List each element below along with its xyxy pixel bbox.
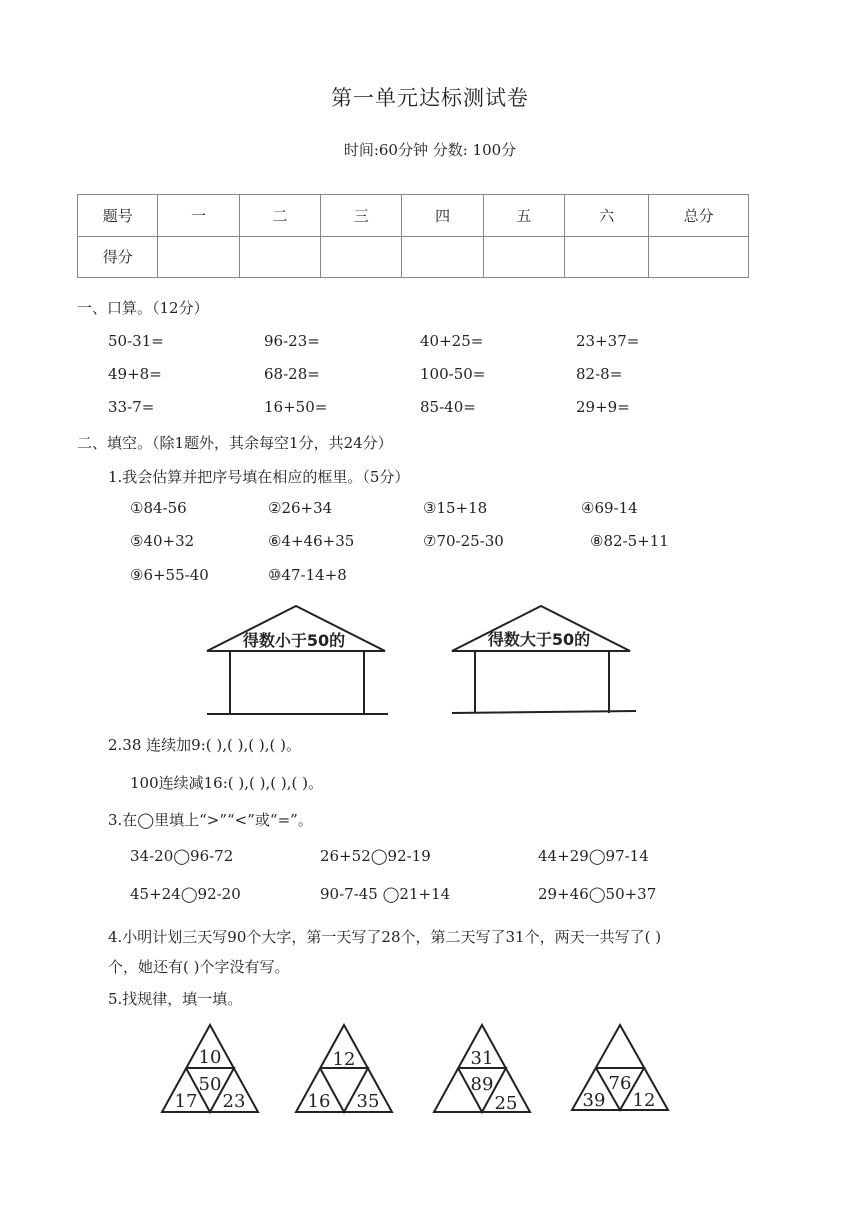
q4-line2[interactable]: 个，她还有( )个字没有写。 [108,958,290,976]
oral-calc-item: 68-28= [264,365,320,383]
q3-prompt: 3.在◯里填上“>”“<”或“=”。 [108,811,313,829]
number-triangle [572,1025,668,1111]
oral-calc-item: 96-23= [264,332,320,350]
compare-item[interactable]: 29+46◯50+37 [538,885,657,903]
triangle-left-number: 39 [582,1090,606,1111]
exam-info: 时间:60分钟 分数: 100分 [343,141,517,159]
score-header-cell: 题号 [78,195,158,237]
oral-calc-item: 50-31= [108,332,164,350]
oral-calc-item: 29+9= [576,398,630,416]
estimate-item: ①84-56 [130,499,187,517]
triangle-right-number: 25 [494,1093,518,1114]
triangle-middle-number: 89 [470,1074,494,1095]
section2-heading: 二、填空。（除1题外，其余每空1分，共24分） [77,434,393,452]
score-header-cell: 五 [483,195,564,237]
estimate-item: ⑨6+55-40 [130,566,209,584]
estimate-item: ⑩47-14+8 [268,566,347,584]
compare-item[interactable]: 26+52◯92-19 [320,847,431,865]
oral-calc-item: 33-7= [108,398,155,416]
estimate-item: ②26+34 [268,499,333,517]
compare-item[interactable]: 90-7-45 ◯21+14 [320,885,451,903]
house-right-label: 得数大于50的 [487,630,591,649]
number-triangle [434,1025,530,1114]
compare-item[interactable]: 34-20◯96-72 [130,847,234,865]
compare-item[interactable]: 45+24◯92-20 [130,885,241,903]
estimate-item: ⑧82-5+11 [590,532,669,550]
estimate-item: ⑦70-25-30 [423,532,504,550]
score-header-cell: 一 [158,195,239,237]
score-header-cell: 总分 [649,195,749,237]
q4-line1[interactable]: 4.小明计划三天写90个大字，第一天写了28个，第二天写了31个，两天一共写了( ) [108,928,662,946]
estimate-item: ⑤40+32 [130,532,195,550]
number-triangle [296,1025,392,1112]
triangle-right-number: 35 [356,1091,380,1112]
q5-prompt: 5.找规律，填一填。 [108,990,243,1008]
compare-item[interactable]: 44+29◯97-14 [538,847,649,865]
triangle-right-number: 23 [222,1091,246,1112]
q2-line2[interactable]: 100连续减16:( ),( ),( ),( )。 [130,774,323,792]
house-left-label: 得数小于50的 [242,631,346,650]
triangle-middle-number: 50 [198,1074,222,1095]
oral-calc-item: 85-40= [420,398,476,416]
triangle-left-number: 16 [307,1091,331,1112]
oral-calc-item: 100-50= [420,365,486,383]
triangle-right-number: 12 [632,1090,656,1111]
score-header-cell: 三 [321,195,402,237]
section1-heading: 一、口算。（12分） [77,299,209,317]
triangle-left-number: 17 [174,1091,198,1112]
number-triangle [162,1025,258,1112]
oral-calc-item: 82-8= [576,365,623,383]
triangle-top-number: 12 [332,1049,356,1070]
page-title: 第一单元达标测试卷 [331,86,529,110]
triangle-middle-number: 76 [608,1073,632,1094]
triangle-top-number: 31 [470,1048,494,1069]
oral-calc-item: 40+25= [420,332,484,350]
score-row-label: 得分 [78,236,158,278]
triangle-top-number: 10 [198,1047,222,1068]
oral-calc-item: 49+8= [108,365,162,383]
q2-line1[interactable]: 2.38 连续加9:( ),( ),( ),( )。 [108,736,301,754]
q1-prompt: 1.我会估算并把序号填在相应的框里。（5分） [108,468,410,486]
score-header-cell: 四 [402,195,483,237]
score-header-cell: 二 [239,195,320,237]
estimate-item: ④69-14 [581,499,638,517]
oral-calc-item: 16+50= [264,398,328,416]
estimate-item: ⑥4+46+35 [268,532,355,550]
estimate-item: ③15+18 [423,499,488,517]
score-header-cell: 六 [565,195,649,237]
oral-calc-item: 23+37= [576,332,640,350]
